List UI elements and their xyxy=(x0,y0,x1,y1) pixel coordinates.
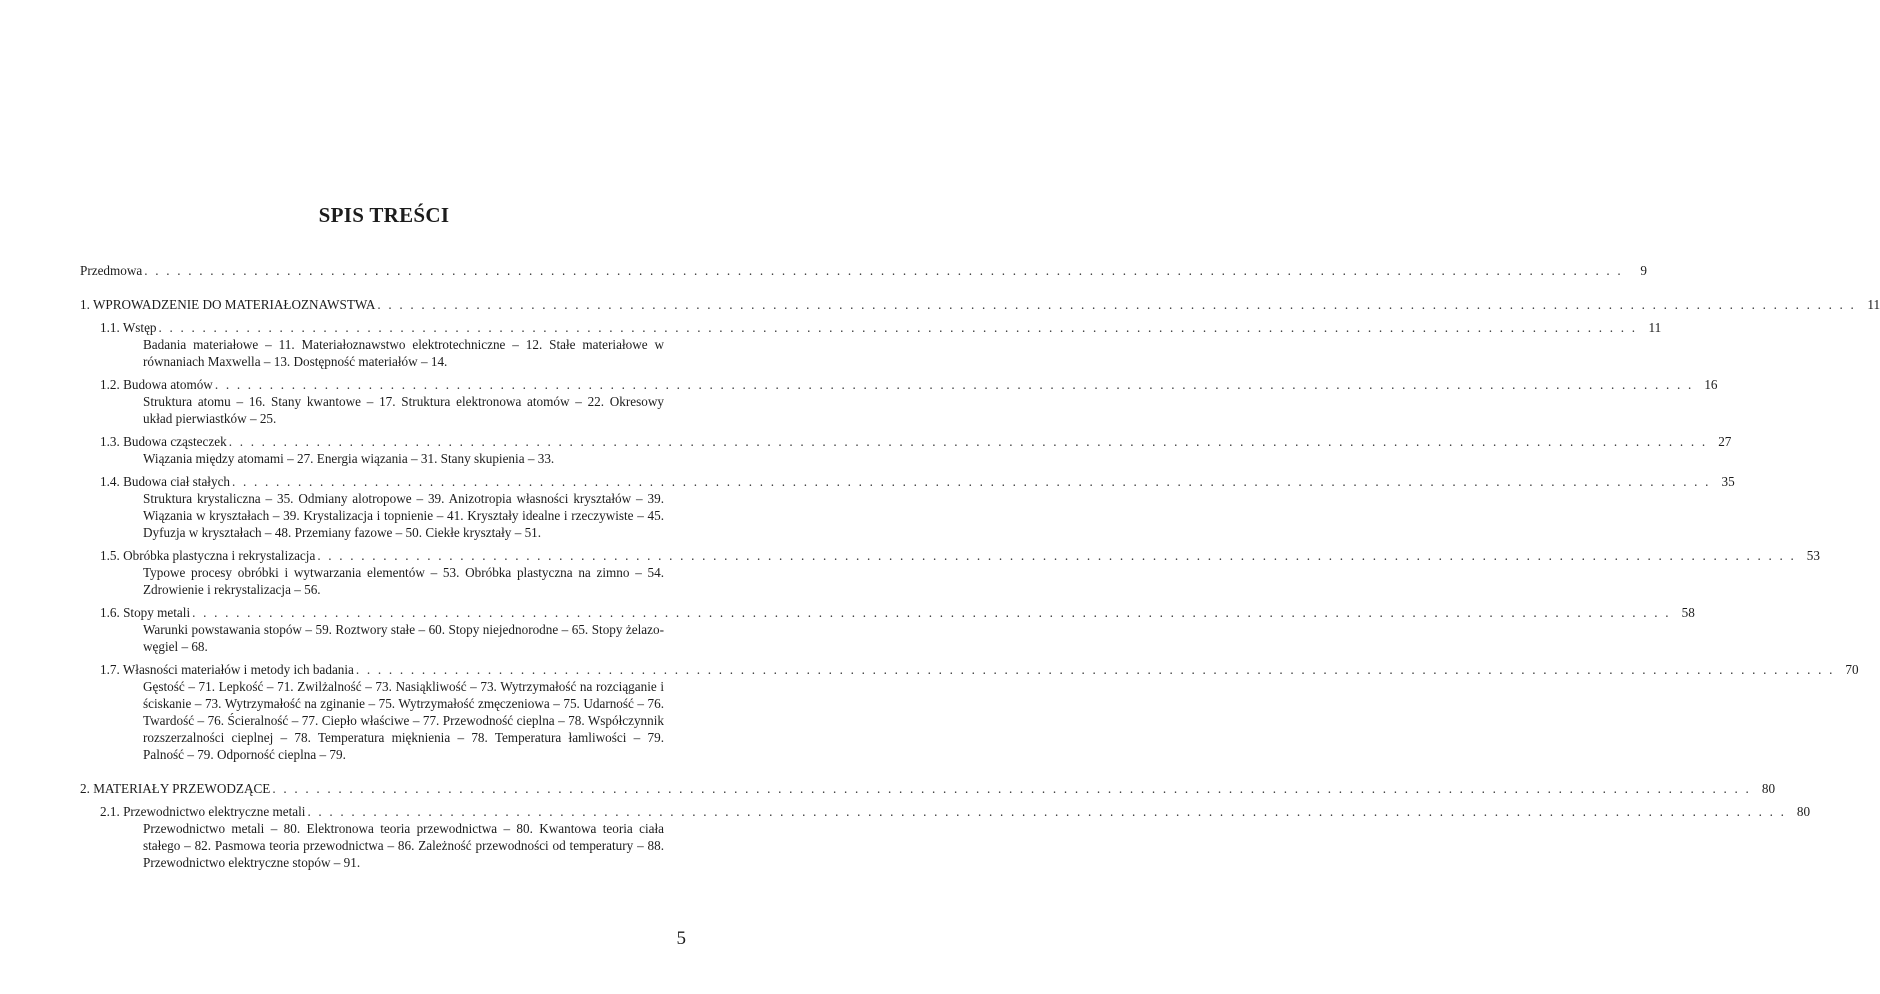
toc-section-label: 1.3. Budowa cząsteczek xyxy=(100,434,227,449)
table-of-contents xyxy=(80,262,1880,871)
toc-page-number: 70 xyxy=(1845,662,1859,677)
dot-leader: . . . . . . . . . . . . . . . . . . . . . . . . . . . . . . . . . . . . . . . . . . . . . . . . . . . . . . . . . . . . . . . . . . . . . . . . . . . . . . . . . . . . . . . . . . . . . . . . . . . . . . . . . . . . . . . . . . . . . . . . . . . . . . . . . . . . . . . xyxy=(355,662,1835,677)
toc-chapter-1[interactable] xyxy=(80,296,1880,313)
toc-section-label: 1.5. Obróbka plastyczna i rekrystalizacja xyxy=(100,548,316,563)
toc-section-description: Typowe procesy obróbki i wytwarzania elementów – 53. Obróbka plastyczna na zimno – 54. Zdrowienie i rekrystalizacja – 56. xyxy=(143,565,664,597)
toc-section-label: 1.6. Stopy metali xyxy=(100,605,191,620)
toc-page-number: 80 xyxy=(1761,781,1776,796)
dot-leader: . . . . . . . . . . . . . . . . . . . . . . . . . . . . . . . . . . . . . . . . . . . . . . . . . . . . . . . . . . . . . . . . . . . . . . . . . . . . . . . . . . . . . . . . . . . . . . . . . . . . . . . . . . . . . . . . . . . . . . . . . . . . . . . . . . . . . . . xyxy=(232,474,1711,489)
toc-section-2-1 xyxy=(80,803,1811,871)
toc-section-1-6 xyxy=(80,604,1695,655)
toc-section-description: Struktura krystaliczna – 35. Odmiany alotropowe – 39. Anizotropia własności kryształów – 39. Wiązania w kryształach – 39. Krystalizacja i topnienie – 41. Kryształy idealne i rzeczywiste – 45. Dyfuzja w kryształach – 48. Przemiany fazowe – 50. Ciekłe kryształy – 51. xyxy=(143,491,664,540)
toc-section-description: Badania materiałowe – 11. Materiałoznawstwo elektrotechniczne – 12. Stałe materiałowe w równaniach Maxwella – 13. Dostępność materiałów – 14. xyxy=(143,337,664,369)
toc-page-number: 9 xyxy=(1640,263,1647,278)
toc-page-number: 11 xyxy=(1867,297,1880,312)
toc-section-1-4 xyxy=(80,473,1735,541)
toc-section-label: 1.7. Własności materiałów i metody ich badania xyxy=(100,662,354,677)
page-number: 5 xyxy=(676,928,686,949)
dot-leader: . . . . . . . . . . . . . . . . . . . . . . . . . . . . . . . . . . . . . . . . . . . . . . . . . . . . . . . . . . . . . . . . . . . . . . . . . . . . . . . . . . . . . . . . . . . . . . . . . . . . . . . . . . . . . . . . . . . . . . . . . . . . . . . . . . . . . . . xyxy=(158,320,1638,335)
toc-chapter-label: 2. MATERIAŁY PRZEWODZĄCE xyxy=(80,781,271,796)
toc-section-1-2 xyxy=(80,376,1718,427)
toc-section-title[interactable] xyxy=(100,547,1820,564)
toc-section-title[interactable] xyxy=(100,604,1695,621)
toc-section-description: Przewodnictwo metali – 80. Elektronowa teoria przewodnictwa – 80. Kwantowa teoria ciała stałego – 82. Pasmowa teoria przewodnictwa – 86. Zależność przewodności od temperatury – 88. Przewodnictwo elektryczne stopów – 91. xyxy=(143,821,664,870)
toc-chapter-2[interactable] xyxy=(80,780,1776,797)
toc-page-number: 16 xyxy=(1704,377,1718,392)
dot-leader: . . . . . . . . . . . . . . . . . . . . . . . . . . . . . . . . . . . . . . . . . . . . . . . . . . . . . . . . . . . . . . . . . . . . . . . . . . . . . . . . . . . . . . . . . . . . . . . . . . . . . . . . . . . . . . . . . . . . . . . . . . . . . . . . . . . . . . . xyxy=(307,804,1787,819)
toc-section-title[interactable] xyxy=(100,319,1662,336)
toc-page-number: 35 xyxy=(1721,474,1735,489)
page-title: SPIS TREŚCI xyxy=(318,203,450,227)
toc-section-1-5 xyxy=(80,547,1820,598)
toc-section-description: Gęstość – 71. Lepkość – 71. Zwilżalność – 73. Nasiąkliwość – 73. Wytrzymałość na rozciąganie i ściskanie – 73. Wytrzymałość na zginanie – 75. Wytrzymałość zmęczeniowa – 75. Udarność – 76. Twardość – 76. Ścieralność – 77. Ciepło właściwe – 77. Przewodność cieplna – 78. Współczynnik rozszerzalności cieplnej – 78. Temperatura mięknienia – 78. Temperatura łamliwości – 79. Palność – 79. Odporność cieplna – 79. xyxy=(143,679,664,762)
dot-leader: . . . . . . . . . . . . . . . . . . . . . . . . . . . . . . . . . . . . . . . . . . . . . . . . . . . . . . . . . . . . . . . . . . . . . . . . . . . . . . . . . . . . . . . . . . . . . . . . . . . . . . . . . . . . . . . . . . . . . . . . . . . . . . . . . . . . . . . xyxy=(377,297,1857,312)
toc-entry-preface[interactable] xyxy=(80,262,1647,279)
toc-section-label: 1.2. Budowa atomów xyxy=(100,377,213,392)
dot-leader: . . . . . . . . . . . . . . . . . . . . . . . . . . . . . . . . . . . . . . . . . . . . . . . . . . . . . . . . . . . . . . . . . . . . . . . . . . . . . . . . . . . . . . . . . . . . . . . . . . . . . . . . . . . . . . . . . . . . . . . . . . . . . . . . . . . . . . . xyxy=(144,263,1623,278)
toc-page-number: 27 xyxy=(1718,434,1732,449)
toc-section-title[interactable] xyxy=(100,433,1732,450)
toc-entry-label: Przedmowa xyxy=(80,263,143,278)
toc-chapter-label: 1. WPROWADZENIE DO MATERIAŁOZNAWSTWA xyxy=(80,297,376,312)
toc-section-title[interactable] xyxy=(100,803,1811,820)
dot-leader: . . . . . . . . . . . . . . . . . . . . . . . . . . . . . . . . . . . . . . . . . . . . . . . . . . . . . . . . . . . . . . . . . . . . . . . . . . . . . . . . . . . . . . . . . . . . . . . . . . . . . . . . . . . . . . . . . . . . . . . . . . . . . . . . . . . . . . . xyxy=(192,605,1671,620)
toc-page-number: 11 xyxy=(1648,320,1662,335)
toc-section-1-3 xyxy=(80,433,1732,467)
toc-section-1-7 xyxy=(80,661,1859,763)
toc-section-description: Wiązania między atomami – 27. Energia wiązania – 31. Stany skupienia – 33. xyxy=(143,451,555,466)
dot-leader: . . . . . . . . . . . . . . . . . . . . . . . . . . . . . . . . . . . . . . . . . . . . . . . . . . . . . . . . . . . . . . . . . . . . . . . . . . . . . . . . . . . . . . . . . . . . . . . . . . . . . . . . . . . . . . . . . . . . . . . . . . . . . . . . . . . . . . . xyxy=(272,781,1752,796)
dot-leader: . . . . . . . . . . . . . . . . . . . . . . . . . . . . . . . . . . . . . . . . . . . . . . . . . . . . . . . . . . . . . . . . . . . . . . . . . . . . . . . . . . . . . . . . . . . . . . . . . . . . . . . . . . . . . . . . . . . . . . . . . . . . . . . . . . . . . . . xyxy=(214,377,1694,392)
toc-page-number: 80 xyxy=(1796,804,1811,819)
toc-section-title[interactable] xyxy=(100,376,1718,393)
toc-section-label: 1.1. Wstęp xyxy=(100,320,157,335)
dot-leader: . . . . . . . . . . . . . . . . . . . . . . . . . . . . . . . . . . . . . . . . . . . . . . . . . . . . . . . . . . . . . . . . . . . . . . . . . . . . . . . . . . . . . . . . . . . . . . . . . . . . . . . . . . . . . . . . . . . . . . . . . . . . . . . . . . . . . . . xyxy=(317,548,1796,563)
dot-leader: . . . . . . . . . . . . . . . . . . . . . . . . . . . . . . . . . . . . . . . . . . . . . . . . . . . . . . . . . . . . . . . . . . . . . . . . . . . . . . . . . . . . . . . . . . . . . . . . . . . . . . . . . . . . . . . . . . . . . . . . . . . . . . . . . . . . . . . xyxy=(228,434,1708,449)
toc-page-number: 58 xyxy=(1681,605,1695,620)
toc-section-label: 2.1. Przewodnictwo elektryczne metali xyxy=(100,804,306,819)
toc-section-1-1 xyxy=(80,319,1662,370)
toc-page-number: 53 xyxy=(1806,548,1820,563)
toc-section-title[interactable] xyxy=(100,473,1735,490)
toc-section-label: 1.4. Budowa ciał stałych xyxy=(100,474,231,489)
toc-section-title[interactable] xyxy=(100,661,1859,678)
toc-section-description: Struktura atomu – 16. Stany kwantowe – 17. Struktura elektronowa atomów – 22. Okresowy układ pierwiastków – 25. xyxy=(143,394,664,426)
toc-section-description: Warunki powstawania stopów – 59. Roztwory stałe – 60. Stopy niejednorodne – 65. Stopy żelazo-węgiel – 68. xyxy=(143,622,664,654)
